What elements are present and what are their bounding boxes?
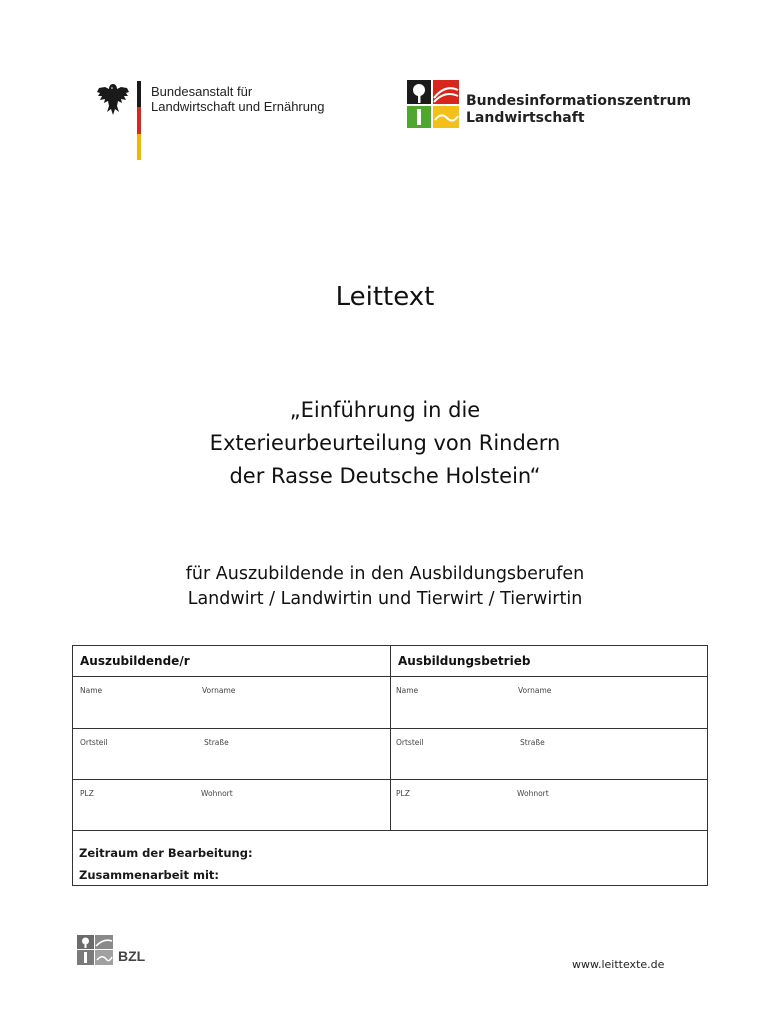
zusammenarbeit-label: Zusammenarbeit mit:: [79, 868, 220, 882]
vorname-label: Vorname: [202, 686, 236, 695]
federal-eagle-icon: [96, 82, 130, 118]
company-header: Ausbildungsbetrieb: [398, 654, 531, 668]
apprentice-address-field[interactable]: [73, 728, 390, 779]
subtitle-line: „Einführung in die: [289, 398, 481, 422]
strasse-label: Straße: [204, 738, 229, 747]
wohnort-label: Wohnort: [201, 789, 233, 798]
vorname-label: Vorname: [518, 686, 552, 695]
ble-logo-line1: Bundesanstalt für: [151, 84, 253, 99]
strasse-label: Straße: [520, 738, 545, 747]
name-label: Name: [396, 686, 419, 695]
bzl-logo-text: [466, 93, 691, 127]
apprentice-name-field[interactable]: [73, 676, 390, 728]
ortsteil-label: Ortsteil: [80, 738, 108, 747]
registration-form: [72, 645, 708, 886]
ble-logo-line2: Landwirtschaft und Ernährung: [151, 99, 325, 114]
zeitraum-label: Zeitraum der Bearbeitung:: [79, 846, 253, 860]
website-link[interactable]: www.leittexte.de: [572, 958, 665, 971]
ble-logo-text: [151, 84, 324, 114]
target-audience: [0, 562, 770, 612]
plz-label: PLZ: [396, 789, 410, 798]
wohnort-label: Wohnort: [517, 789, 549, 798]
audience-line: für Auszubildende in den Ausbildungsberufen: [185, 564, 585, 584]
german-flag-bar: [137, 81, 141, 160]
apprentice-header: Auszubildende/r: [80, 654, 190, 668]
document-title: Leittext: [335, 282, 435, 312]
bzl-small-logo-icon: [77, 935, 113, 965]
ortsteil-label: Ortsteil: [396, 738, 424, 747]
subtitle-line: Exterieurbeurteilung von Rindern: [209, 431, 561, 455]
subtitle-line: der Rasse Deutsche Holstein“: [229, 464, 541, 488]
document-subtitle: [0, 394, 770, 493]
bzl-logo-line1: Bundesinformationszentrum: [466, 93, 692, 109]
audience-line: Landwirt / Landwirtin und Tierwirt / Tierwirtin: [187, 589, 583, 609]
plz-label: PLZ: [80, 789, 94, 798]
company-city-field[interactable]: [391, 779, 707, 830]
footer-bzl-text: BZL: [118, 948, 146, 964]
apprentice-city-field[interactable]: [73, 779, 390, 830]
bzl-logo-icon: [407, 80, 459, 128]
company-name-field[interactable]: [391, 676, 707, 728]
name-label: Name: [80, 686, 103, 695]
company-address-field[interactable]: [391, 728, 707, 779]
processing-info-field[interactable]: [73, 830, 707, 885]
bzl-logo-line2: Landwirtschaft: [466, 110, 585, 126]
